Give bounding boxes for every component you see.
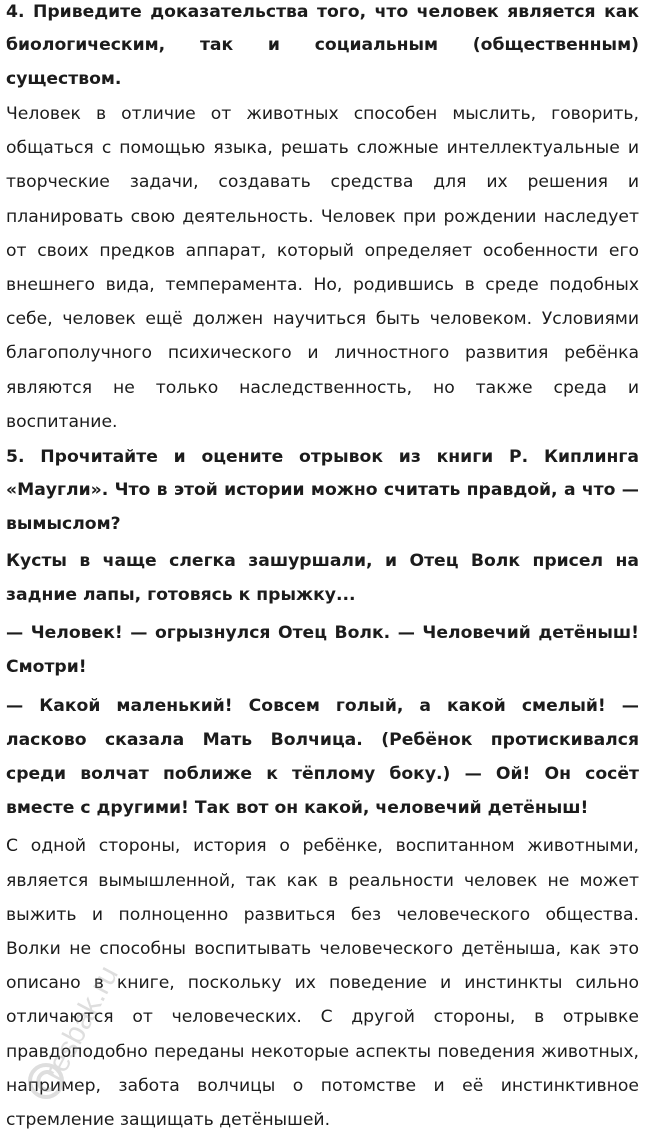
answer-5-paragraph: С одной стороны, история о ребёнке, воспитанном животными, является вымышленной, так как в реальности человек не может выжить и полноценно развиться без человеческого общества. Волки не способны воспитывать человеческого детёныша, как это описано в книге, поскольку их поведение и инстинкты сильно отличаются от человеческих. С другой стороны, в отрывке правдоподобно переданы некоторые аспекты поведения животных, например, забота волчицы о потомстве и её инстинктивное стремление защищать детёнышей. [6, 836, 639, 1131]
watermark-text: resbak.ru [36, 960, 125, 1087]
excerpt-paragraph-2: — Человек! — огрызнулся Отец Волк. — Человечий детёныш! Смотри! [6, 623, 639, 678]
document-page [6, 0, 639, 1137]
question-4-heading: 4. Приведите доказательства того, что человек является как биологическим, так и социальным (общественным) существом. [6, 2, 639, 89]
answer-4-paragraph: Человек в отличие от животных способен мыслить, говорить, общаться с помощью языка, решать сложные интеллектуальные и творческие задачи, создавать средства для их решения и планировать свою деятельность. Человек при рождении наследует от своих предков аппарат, который определяет особенности его внешнего вида, темперамента. Но, родившись в среде подобных себе, человек ещё должен научиться быть человеком. Условиями благополучного психического и личностного развития ребёнка являются не только наследственность, но также среда и воспитание. [6, 103, 639, 432]
excerpt-paragraph-3: — Какой маленький! Совсем голый, а какой смелый! — ласково сказала Мать Волчица. (Ребёнок протискивался среди волчат поближе к тёплому боку.) — Ой! Он сосёт вместе с другими! Так вот он какой, человечий детёныш! [6, 695, 639, 819]
question-5-heading: 5. Прочитайте и оцените отрывок из книги Р. Киплинга «Маугли». Что в этой истории можно считать правдой, а что — вымыслом? [6, 446, 639, 534]
excerpt-paragraph-1: Кусты в чаще слегка зашуршали, и Отец Волк присел на задние лапы, готовясь к прыжку... [6, 550, 639, 606]
